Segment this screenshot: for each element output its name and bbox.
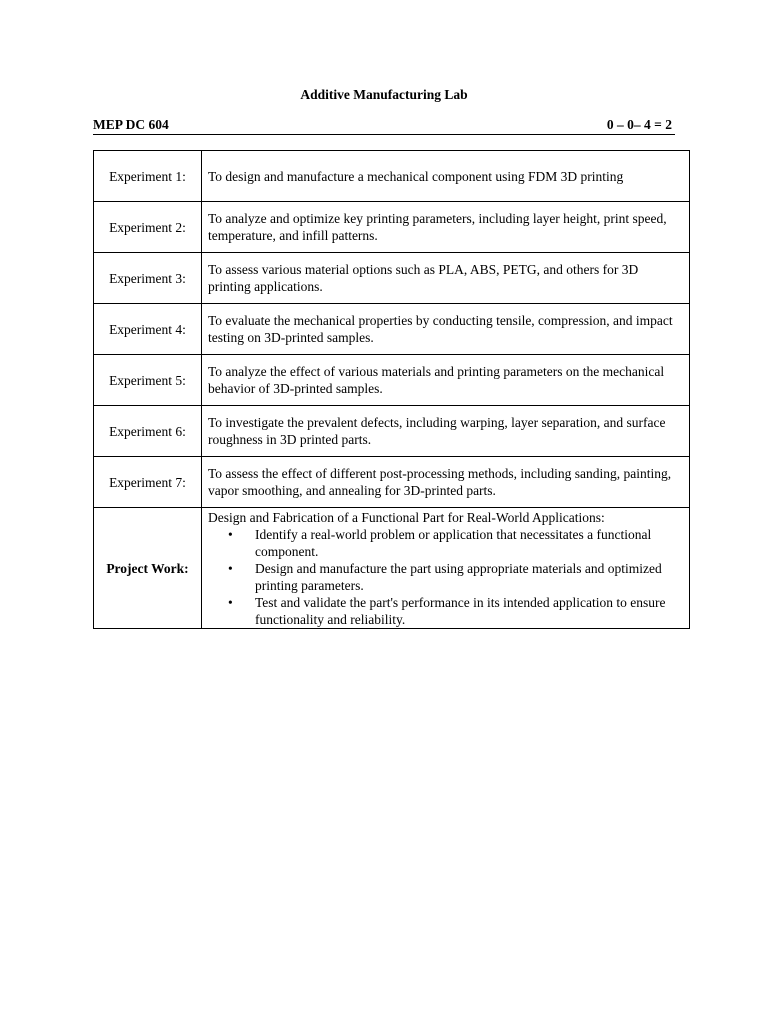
- experiment-label: Experiment 7:: [94, 457, 202, 508]
- experiment-label: Experiment 2:: [94, 202, 202, 253]
- table-row-experiment-2: [94, 202, 690, 253]
- experiment-description: To analyze and optimize key printing parameters, including layer height, print speed, temperature, and infill patterns.: [202, 202, 690, 253]
- project-description: [202, 508, 690, 629]
- course-credits: 0 – 0– 4 = 2: [606, 117, 672, 132]
- table-row-experiment-5: [94, 355, 690, 406]
- table-row-project-work: [94, 508, 690, 629]
- course-header: [93, 117, 675, 135]
- table-row-experiment-6: [94, 406, 690, 457]
- experiment-description: To assess various material options such as PLA, ABS, PETG, and others for 3D printing applications.: [202, 253, 690, 304]
- list-item-text: Design and manufacture the part using appropriate materials and optimized printing parameters.: [255, 561, 662, 593]
- table-row-experiment-4: [94, 304, 690, 355]
- experiment-description: To investigate the prevalent defects, including warping, layer separation, and surface roughness in 3D printed parts.: [202, 406, 690, 457]
- bullet-icon: •: [228, 561, 233, 576]
- table-row-experiment-3: [94, 253, 690, 304]
- table-row-experiment-7: [94, 457, 690, 508]
- page-title: Additive Manufacturing Lab: [300, 87, 468, 102]
- list-item-text: Test and validate the part's performance in its intended application to ensure functionality and reliability.: [255, 595, 666, 627]
- bullet-icon: •: [228, 527, 233, 542]
- experiment-description: To evaluate the mechanical properties by conducting tensile, compression, and impact testing on 3D-printed samples.: [202, 304, 690, 355]
- course-code: MEP DC 604: [93, 117, 169, 132]
- list-item: [208, 560, 683, 594]
- experiment-label: Experiment 4:: [94, 304, 202, 355]
- experiment-label: Experiment 3:: [94, 253, 202, 304]
- experiments-table: [93, 150, 690, 629]
- experiment-description: To design and manufacture a mechanical component using FDM 3D printing: [202, 151, 690, 202]
- experiment-description: To assess the effect of different post-processing methods, including sanding, painting, vapor smoothing, and annealing for 3D-printed parts.: [202, 457, 690, 508]
- list-item: [208, 526, 683, 560]
- experiment-label: Experiment 6:: [94, 406, 202, 457]
- experiment-description: To analyze the effect of various materials and printing parameters on the mechanical behavior of 3D-printed samples.: [202, 355, 690, 406]
- project-intro: Design and Fabrication of a Functional Part for Real-World Applications:: [208, 510, 605, 525]
- experiment-label: Experiment 5:: [94, 355, 202, 406]
- bullet-icon: •: [228, 595, 233, 610]
- project-list: [208, 526, 683, 628]
- project-label: Project Work:: [94, 508, 202, 629]
- table-row-experiment-1: [94, 151, 690, 202]
- list-item: [208, 594, 683, 628]
- experiment-label: Experiment 1:: [94, 151, 202, 202]
- list-item-text: Identify a real-world problem or application that necessitates a functional component.: [255, 527, 652, 559]
